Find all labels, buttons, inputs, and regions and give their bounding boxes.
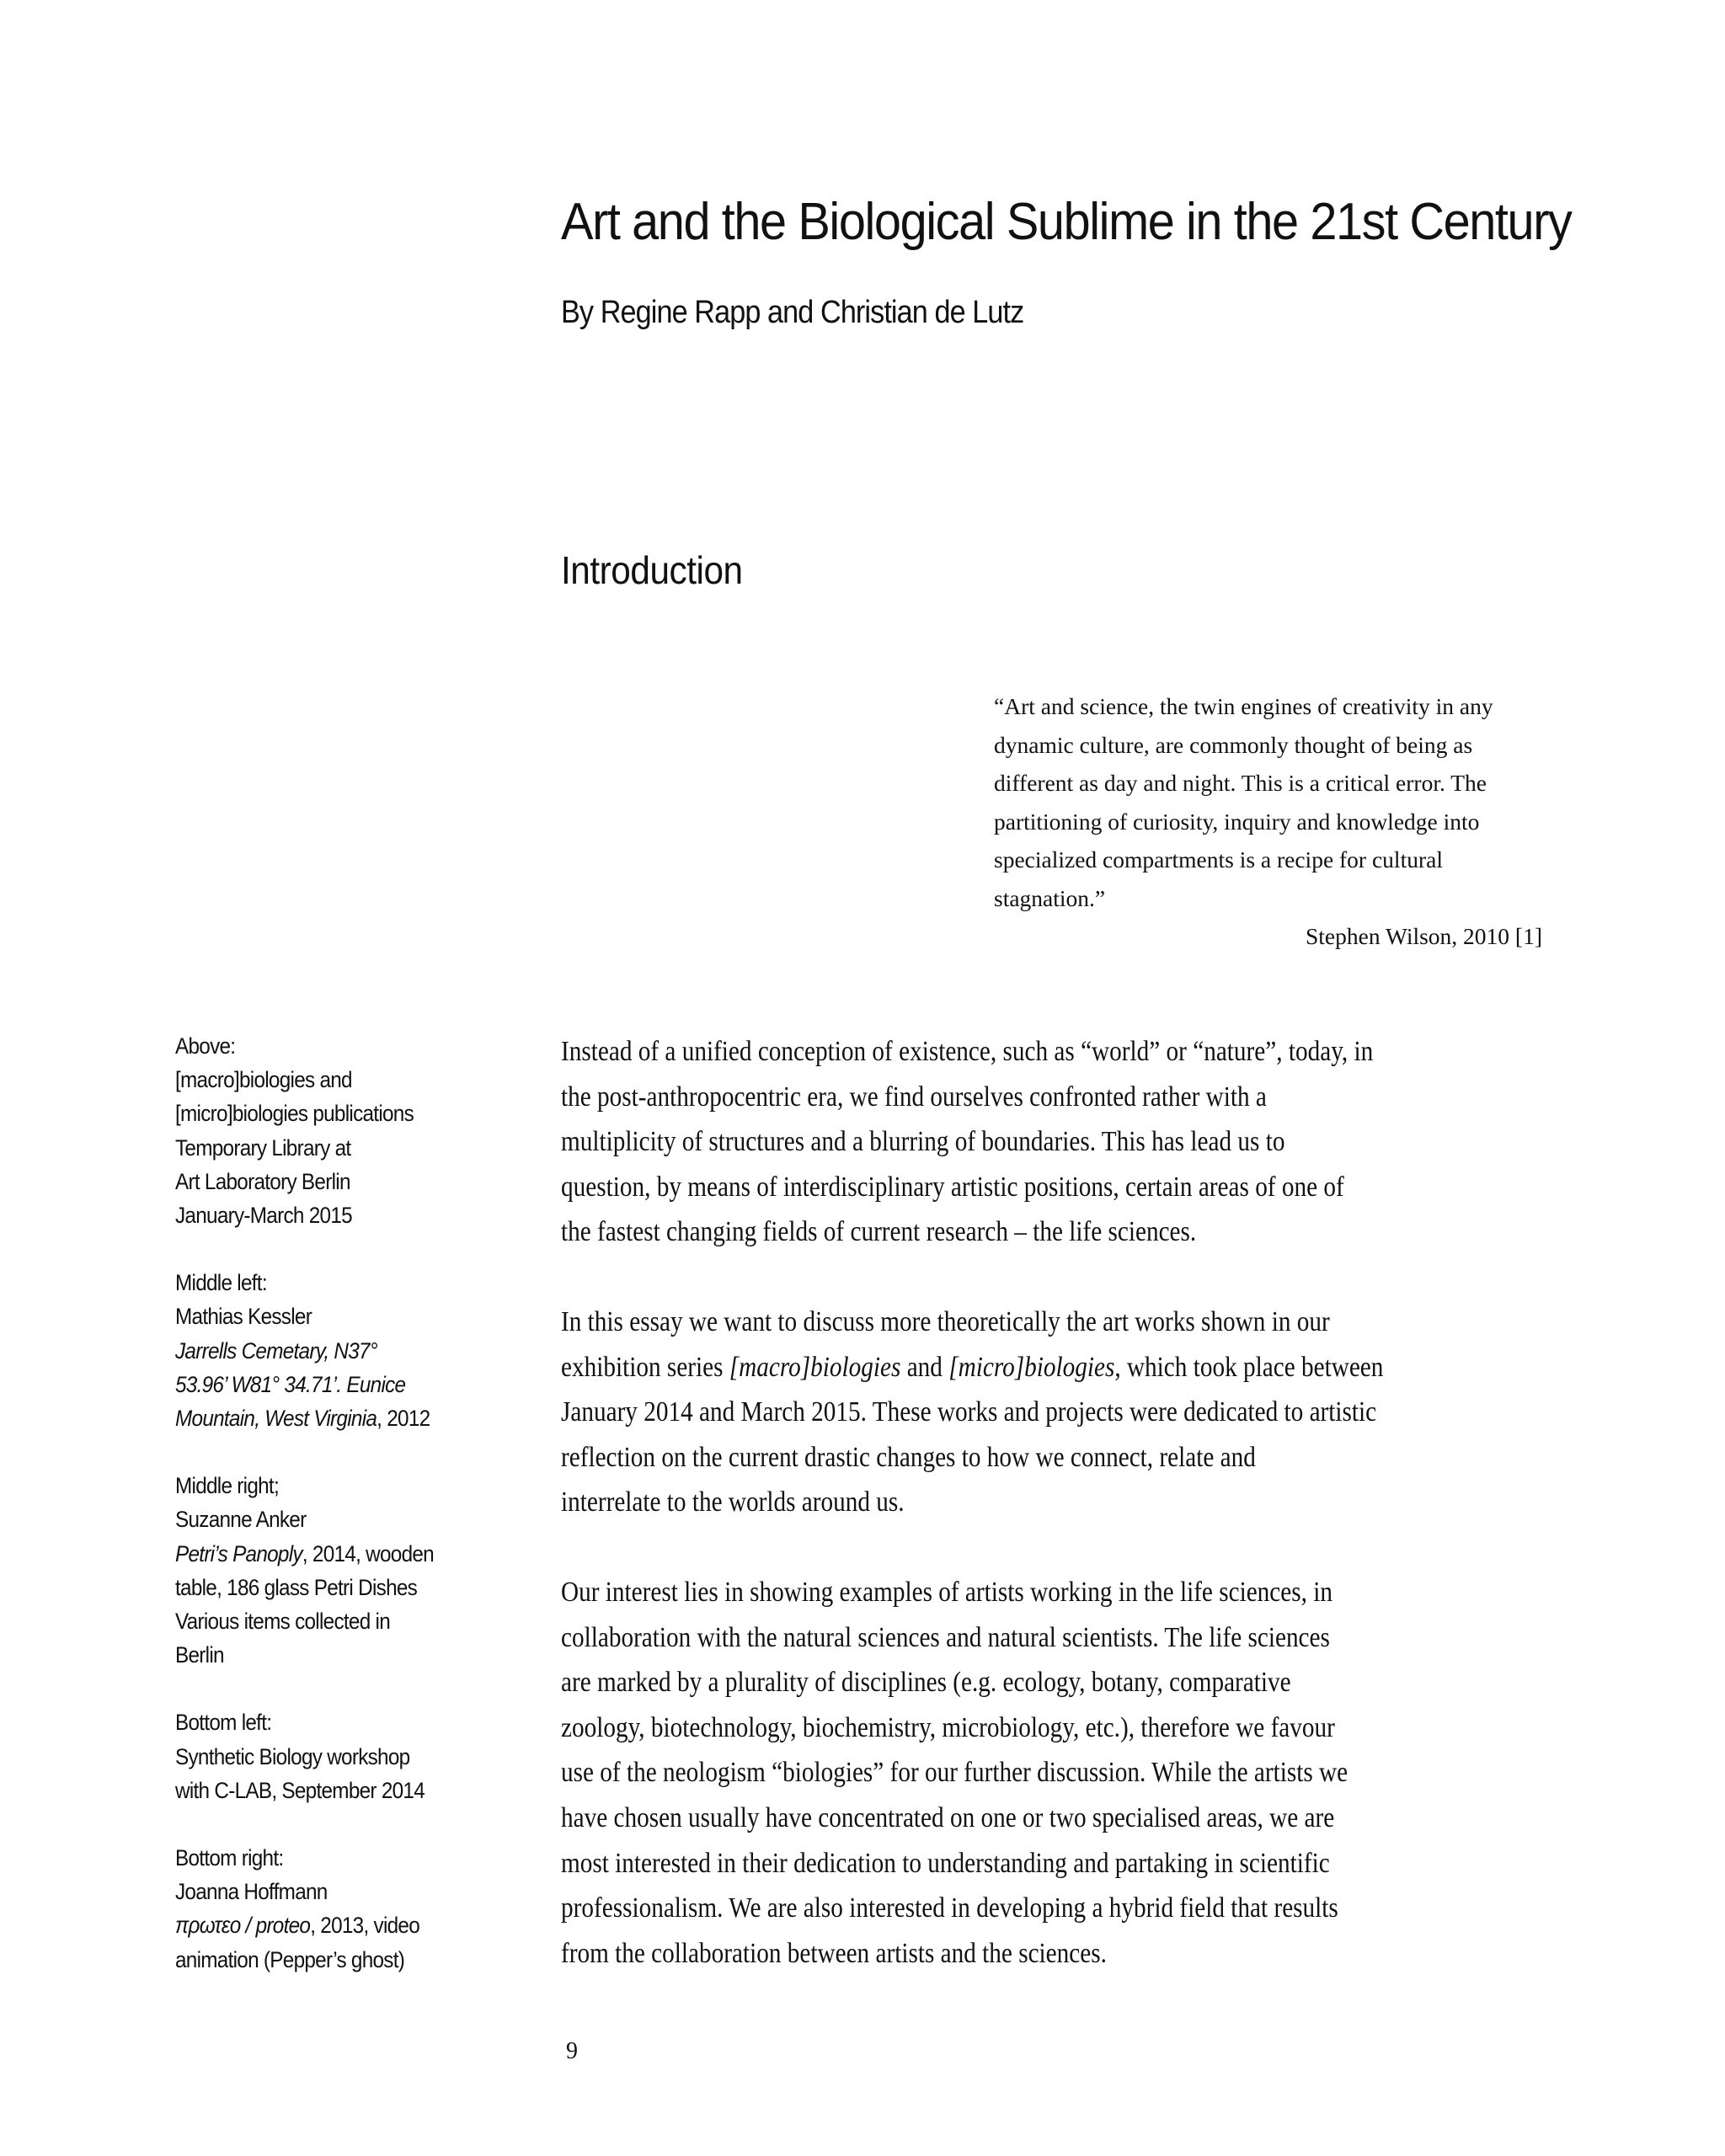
caption-work [175,1537,448,1571]
caption-line: January-March 2015 [175,1203,352,1229]
text-span: , which took place between [1114,1351,1384,1383]
epigraph-quote [994,687,1550,956]
caption-label: Bottom right: [175,1845,284,1871]
text-span: exhibition series [561,1351,729,1383]
section-heading: Introduction [561,548,743,592]
body-text [561,1029,1572,2020]
epigraph-attribution: Stephen Wilson, 2010 [1] [1305,923,1542,949]
caption-work-details: , 2013, video [310,1913,420,1939]
caption-work-title [175,1368,448,1401]
caption-label: Above: [175,1033,236,1059]
caption-work-title-text: Petri’s Panoply [175,1540,302,1566]
author-byline: By Regine Rapp and Christian de Lutz [561,295,1024,330]
paragraph [561,1570,1572,1976]
text-line: most interested in their dedication to understanding and partaking in scientific [561,1847,1330,1879]
caption-line: animation (Pepper’s ghost) [175,1946,405,1972]
exhibition-title: [macro]biologies [729,1351,901,1383]
text-line: collaboration with the natural sciences and natural scientists. The life sciences [561,1621,1330,1653]
text-line: from the collaboration between artists and the sciences. [561,1937,1107,1969]
text-line: professionalism. We are also interested in developing a hybrid field that results [561,1892,1338,1924]
epigraph-line: dynamic culture, are commonly thought of being as [994,731,1473,758]
caption-work-title-text: Jarrells Cemetary, N37° [175,1337,377,1364]
text-line: multiplicity of structures and a blurring of boundaries. This has lead us to [561,1126,1285,1158]
caption-line: Art Laboratory Berlin [175,1168,350,1194]
epigraph-line: partitioning of curiosity, inquiry and knowledge into [994,808,1480,835]
caption-work-title-text: πρωτεο / proteo [175,1913,311,1939]
caption-label: Bottom left: [175,1710,272,1736]
epigraph-line: specialized compartments is a recipe for cultural [994,846,1443,873]
caption-line: [micro]biologies publications [175,1101,414,1127]
page-title: Art and the Biological Sublime in the 21st Century [561,193,1572,251]
text-line: reflection on the current drastic changes to how we connect, relate and [561,1441,1256,1473]
caption-line: Berlin [175,1642,224,1668]
caption-artist: Mathias Kessler [175,1304,312,1330]
caption-bottom-left [175,1705,478,1807]
caption-work-title-text: Mountain, West Virginia [175,1406,377,1432]
epigraph-line: “Art and science, the twin engines of creativity in any [994,693,1493,719]
text-line: zoology, biotechnology, biochemistry, microbiology, etc.), therefore we favour [561,1711,1335,1743]
caption-bottom-right [175,1841,478,1977]
caption-above [175,1029,478,1232]
text-span: and [900,1351,949,1383]
epigraph-line: different as day and night. This is a critical error. The [994,770,1487,796]
text-line: have chosen usually have concentrated on one or two specialised areas, we are [561,1801,1335,1833]
paragraph [561,1299,1572,1525]
text-line [561,1345,1430,1390]
caption-work-title [175,1334,448,1368]
caption-label: Middle left: [175,1270,267,1296]
caption-year: , 2012 [377,1406,430,1432]
caption-label: Middle right; [175,1473,280,1499]
caption-middle-left [175,1266,478,1435]
caption-work-title [175,1401,448,1435]
caption-line: with C-LAB, September 2014 [175,1777,425,1803]
epigraph-line: stagnation.” [994,884,1106,911]
caption-middle-right [175,1469,478,1672]
caption-work-details: , 2014, wooden [302,1540,434,1566]
text-line: the post-anthropocentric era, we find ourselves confronted rather with a [561,1081,1267,1113]
caption-line: table, 186 glass Petri Dishes [175,1574,418,1600]
text-line: interrelate to the worlds around us. [561,1486,905,1518]
page-number: 9 [566,2038,578,2064]
caption-work-title-text: 53.96’ W81° 34.71’. Eunice [175,1371,406,1397]
text-line: January 2014 and March 2015. These works and projects were dedicated to artistic [561,1396,1377,1428]
text-line: are marked by a plurality of disciplines (e.g. ecology, botany, comparative [561,1667,1291,1699]
caption-artist: Suzanne Anker [175,1507,307,1533]
caption-artist: Joanna Hoffmann [175,1879,328,1905]
caption-work [175,1908,448,1942]
text-line: In this essay we want to discuss more theoretically the art works shown in our [561,1305,1330,1337]
exhibition-title: [micro]biologies [948,1351,1115,1383]
text-line: Instead of a unified conception of existence, such as “world” or “nature”, today, in [561,1036,1374,1067]
caption-line: Temporary Library at [175,1134,351,1161]
text-line: use of the neologism “biologies” for our further discussion. While the artists we [561,1757,1348,1789]
text-line: question, by means of interdisciplinary artistic positions, certain areas of one of [561,1171,1344,1203]
text-line: Our interest lies in showing examples of artists working in the life sciences, in [561,1576,1332,1608]
text-line: the fastest changing fields of current research – the life sciences. [561,1216,1197,1248]
caption-line: Synthetic Biology workshop [175,1743,410,1769]
caption-line: Various items collected in [175,1609,391,1635]
image-captions-sidebar [175,1029,478,2010]
paragraph [561,1029,1572,1255]
caption-line: [macro]biologies and [175,1067,352,1093]
